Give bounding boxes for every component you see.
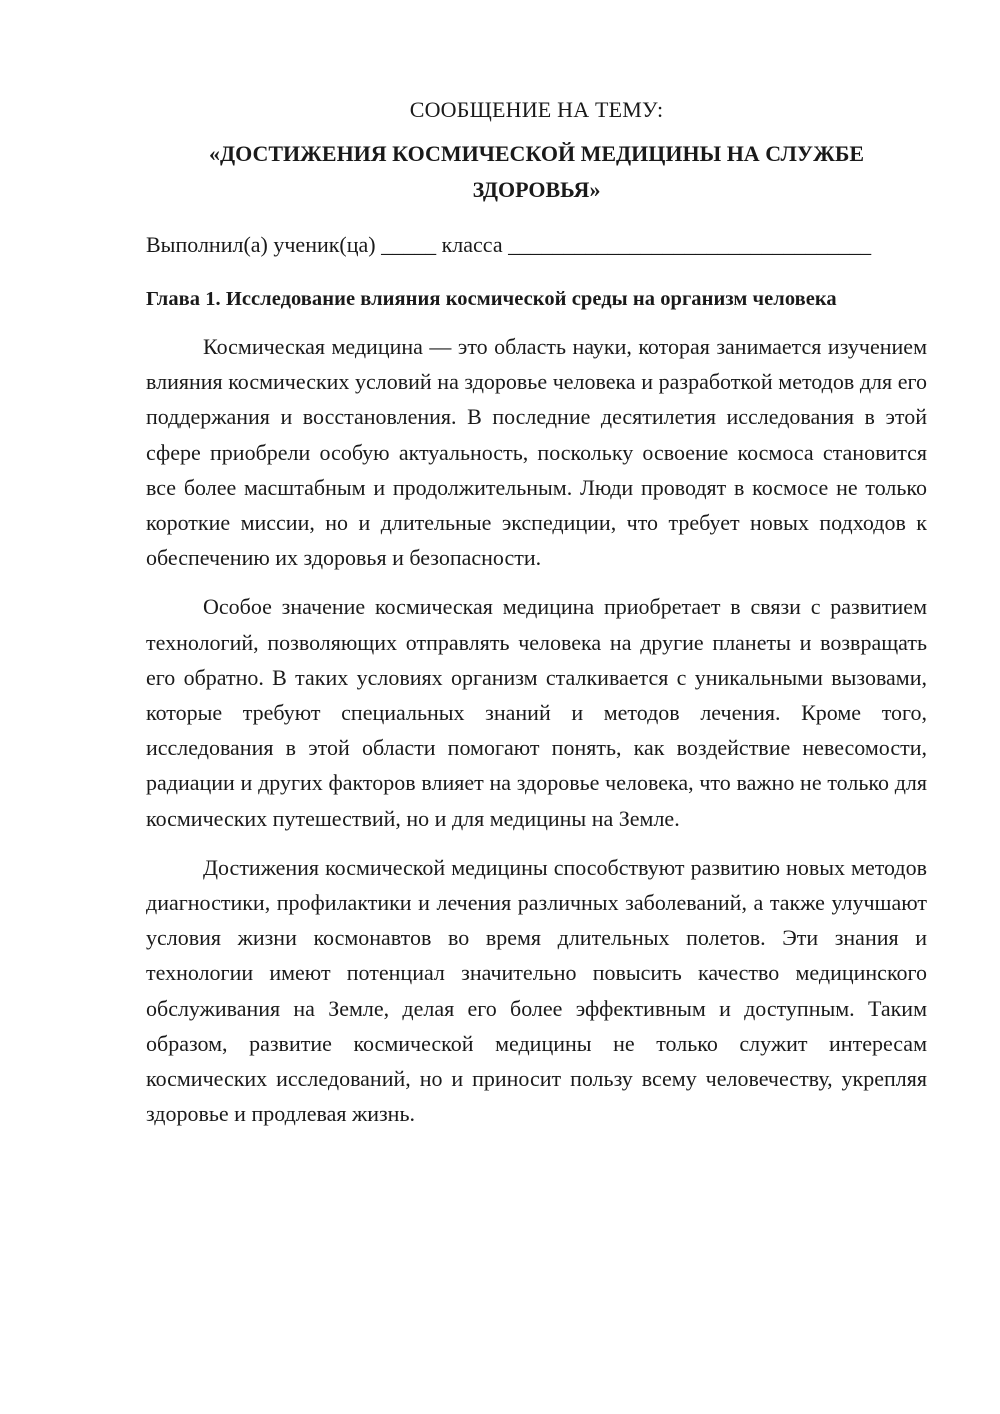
document-title: «ДОСТИЖЕНИЯ КОСМИЧЕСКОЙ МЕДИЦИНЫ НА СЛУЖБЕ ЗДОРОВЬЯ» bbox=[208, 141, 865, 202]
chapter-title: Глава 1. Исследование влияния космической среды на организм человека bbox=[146, 288, 837, 310]
document-heading: СООБЩЕНИЕ НА ТЕМУ: bbox=[409, 97, 664, 122]
paragraph-1: Космическая медицина — это область науки, которая занимается изучением влияния космических условий на здоровье человека и разработкой методов для его поддержания и восстановления. В последние десятилетия исследования в этой сфере приобрели особую актуальность, поскольку освоение космоса становится все более масштабным и продолжительным. Люди проводят в космосе не только короткие миссии, но и длительные экспедиции, что требует новых подходов к обеспечению их здоровья и безопасности. bbox=[146, 334, 927, 571]
paragraph-2: Особое значение космическая медицина приобретает в связи с развитием технологий, позволяющих отправлять человека на другие планеты и возвращать его обратно. В таких условиях организм сталкивается с уникальными вызовами, которые требуют специальных знаний и методов лечения. Кроме того, исследования в этой области помогают понять, как воздействие невесомости, радиации и других факторов влияет на здоровье человека, что важно не только для космических путешествий, но и для медицины на Земле. bbox=[146, 594, 927, 831]
document-page bbox=[146, 92, 927, 1131]
paragraph-3: Достижения космической медицины способствуют развитию новых методов диагностики, профилактики и лечения различных заболеваний, а также улучшают условия жизни космонавтов во время длительных полетов. Эти знания и технологии имеют потенциал значительно повысить качество медицинского обслуживания на Земле, делая его более эффективным и доступным. Таким образом, развитие космической медицины не только служит интересам космических исследований, но и приносит пользу всему человечеству, укрепляя здоровье и продлевая жизнь. bbox=[146, 854, 927, 1127]
author-line: Выполнил(а) ученик(ца) _____ класса _________________________________ bbox=[146, 232, 872, 257]
